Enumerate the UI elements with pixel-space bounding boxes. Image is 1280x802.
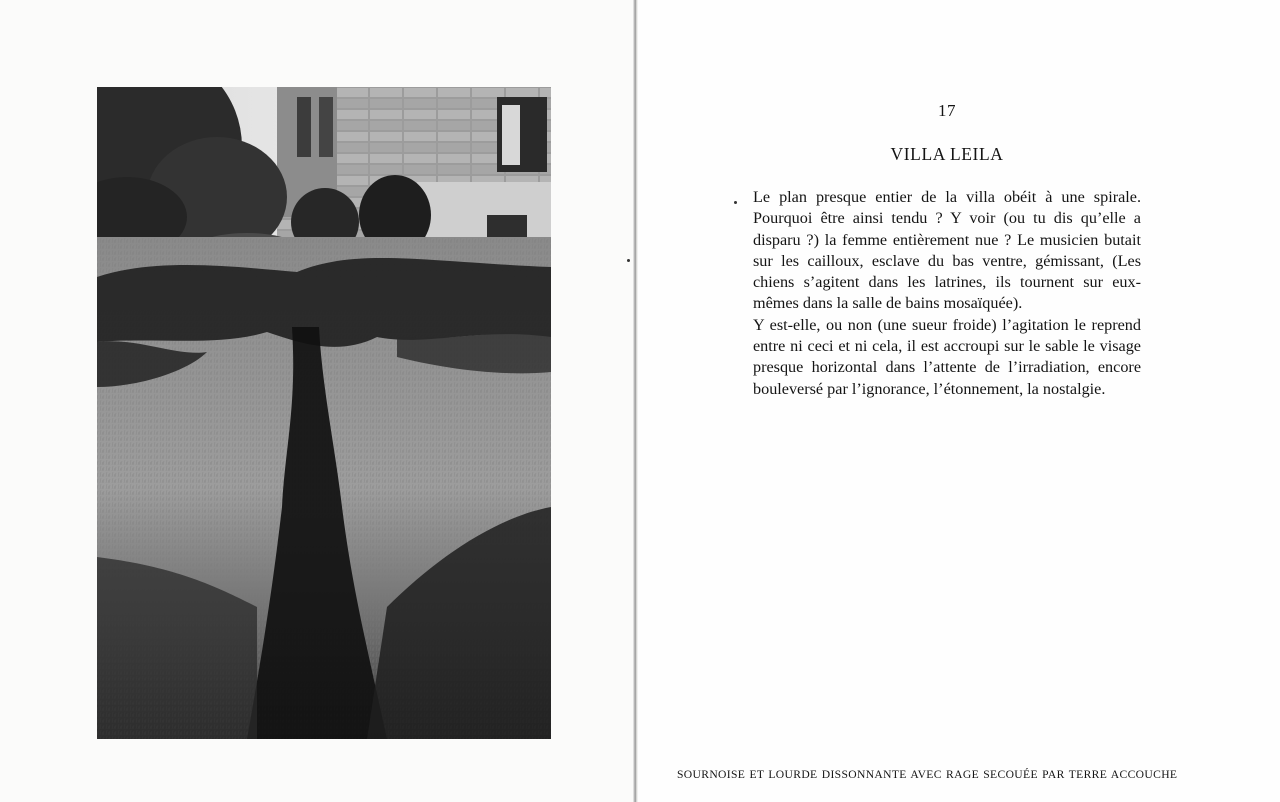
running-footer: SOURNOISE ET LOURDE DISSONNANTE AVEC RAGE SECOUÉE PAR TERRE ACCOUCHE: [677, 768, 1178, 781]
photograph: [97, 87, 551, 739]
page-number: 17: [938, 101, 956, 120]
margin-speck: [627, 259, 630, 262]
paragraph: Y est-elle, ou non (une sueur froide) l’agitation le reprend entre ni ceci et ni cela, il est accroupi sur le sable le visage presque horizontal dans l’attente de l’irradiation, encore bouleversé par l’ignorance, l’étonnement, la nostalgie.: [753, 315, 1141, 398]
paragraph: Le plan presque entier de la villa obéit à une spirale. Pourquoi être ainsi tendu ? Y voir (ou tu dis qu’elle a disparu ?) la femme entièrement nue ? Le musicien butait sur les cailloux, esclave du bas ventre, gémissant, (Les chiens s’agitent dans les latrines, ils tournent sur eux-mêmes dans la salle de bains mosaïquée).: [753, 188, 1141, 313]
photograph-illustration: [97, 87, 551, 739]
body-text: [753, 187, 1141, 400]
margin-speck: [734, 201, 737, 204]
chapter-title: VILLA LEILA: [890, 144, 1004, 164]
